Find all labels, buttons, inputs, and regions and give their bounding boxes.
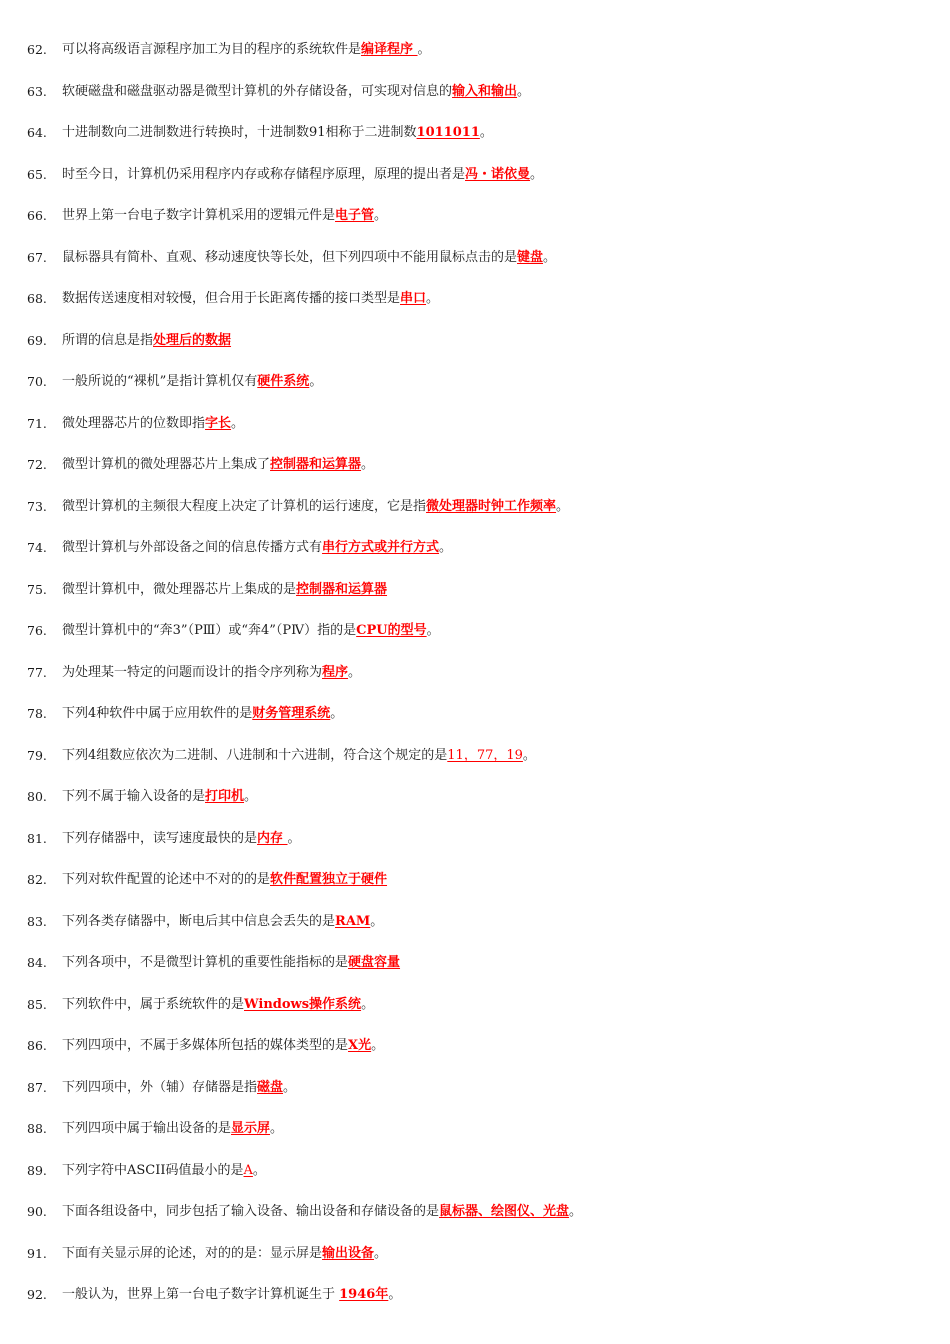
question-punctuation: 。 — [361, 996, 375, 1012]
question-stem: 为处理某一特定的问题而设计的指令序列称为 — [62, 664, 323, 680]
question-text — [62, 1032, 384, 1060]
question-stem: 下列四项中属于输出设备的是 — [62, 1121, 232, 1136]
question-item — [0, 949, 950, 991]
question-stem: 下面有关显示屏的论述，对的的是：显示屏是 — [62, 1245, 323, 1261]
answer-text: 1946年 — [339, 1287, 389, 1302]
answer-text: 电子管 — [335, 208, 375, 223]
question-item — [0, 1281, 950, 1323]
answer-text: 输出设备 — [322, 1245, 375, 1261]
question-item — [0, 1032, 950, 1074]
question-number: 84. — [27, 955, 47, 970]
question-punctuation: 。 — [374, 208, 388, 223]
question-item — [0, 617, 950, 659]
question-punctuation: 。 — [309, 374, 323, 389]
question-number: 79. — [27, 747, 47, 763]
question-punctuation: 。 — [556, 498, 570, 514]
question-number: 68. — [27, 291, 47, 306]
question-number: 83. — [27, 913, 47, 929]
answer-text: 硬件系统 — [257, 374, 310, 389]
question-number: 62. — [27, 42, 47, 57]
question-text — [62, 493, 569, 521]
question-number: 81. — [27, 830, 47, 846]
question-stem: 世界上第一台电子数字计算机采用的逻辑元件是 — [62, 208, 336, 223]
question-punctuation: 。 — [543, 249, 557, 265]
question-stem: 下列各类存储器中，断电后其中信息会丢失的是 — [62, 913, 336, 929]
question-punctuation: 。 — [517, 83, 531, 99]
answer-text: 控制器和运算器 — [296, 581, 388, 597]
question-item — [0, 78, 950, 120]
question-text — [62, 659, 361, 687]
question-number: 73. — [27, 498, 47, 514]
question-stem: 下列4种软件中属于应用软件的是 — [62, 706, 253, 721]
question-text — [62, 1281, 401, 1309]
answer-text: Windows操作系统 — [244, 996, 362, 1012]
question-punctuation: 。 — [361, 457, 375, 472]
question-number: 63. — [27, 83, 47, 99]
answer-text: RAM — [335, 913, 371, 929]
question-punctuation: 。 — [439, 540, 453, 555]
answer-text: 程序 — [322, 664, 349, 680]
question-punctuation: 。 — [522, 747, 536, 763]
question-text — [62, 1240, 387, 1268]
question-item — [0, 493, 950, 535]
question-punctuation: 。 — [371, 1038, 385, 1053]
question-stem: 下列四项中，外（辅）存储器是指 — [62, 1079, 258, 1095]
question-list — [0, 36, 950, 1323]
question-stem: 可以将高级语言源程序加工为目的程序的系统软件是 — [62, 42, 362, 57]
answer-text: 冯・诺依曼 — [465, 166, 531, 182]
question-punctuation: 。 — [569, 1204, 583, 1219]
question-punctuation: 。 — [283, 1079, 297, 1095]
answer-text: 字长 — [205, 415, 232, 431]
question-number: 77. — [27, 664, 47, 680]
answer-text: CPU的型号 — [356, 623, 427, 638]
question-text — [62, 410, 244, 438]
question-number: 87. — [27, 1079, 47, 1095]
question-punctuation: 。 — [530, 166, 544, 182]
question-stem: 下列不属于输入设备的是 — [62, 789, 206, 804]
question-stem: 微型计算机中，微处理器芯片上集成的是 — [62, 581, 297, 597]
question-punctuation: 。 — [417, 42, 431, 57]
question-number: 80. — [27, 789, 47, 804]
question-number: 90. — [27, 1204, 47, 1219]
question-number: 86. — [27, 1038, 47, 1053]
question-punctuation: 。 — [244, 789, 258, 804]
question-item — [0, 866, 950, 908]
question-text — [62, 78, 530, 106]
question-text — [62, 825, 301, 853]
question-text — [62, 700, 343, 728]
answer-text: 软件配置独立于硬件 — [270, 872, 388, 887]
answer-text: 串行方式或并行方式 — [322, 540, 440, 555]
question-stem: 软硬磁盘和磁盘驱动器是微型计算机的外存储设备，可实现对信息的 — [62, 83, 453, 99]
answer-text: 鼠标器、绘图仪、光盘 — [439, 1204, 570, 1219]
answer-text: 控制器和运算器 — [270, 457, 362, 472]
question-punctuation: 。 — [374, 1245, 388, 1261]
question-text — [62, 368, 322, 396]
question-stem: 鼠标器具有简朴、直观、移动速度快等长处，但下列四项中不能用鼠标点击的是 — [62, 249, 518, 265]
answer-text: 财务管理系统 — [252, 706, 331, 721]
question-punctuation: 。 — [287, 830, 301, 846]
question-text — [62, 908, 383, 936]
answer-text: 编译程序 — [361, 42, 418, 57]
question-item — [0, 783, 950, 825]
question-stem: 微型计算机的主频很大程度上决定了计算机的运行速度，它是指 — [62, 498, 427, 514]
question-item — [0, 1240, 950, 1282]
answer-text: 串口 — [400, 291, 427, 306]
question-number: 74. — [27, 540, 47, 555]
question-text — [62, 534, 452, 562]
question-punctuation: 。 — [252, 1162, 266, 1178]
question-text — [62, 285, 439, 313]
question-item — [0, 1198, 950, 1240]
answer-text: 硬盘容量 — [348, 955, 401, 970]
question-text — [62, 119, 493, 147]
question-number: 76. — [27, 623, 47, 638]
answer-text: 内存 — [257, 830, 288, 846]
question-punctuation: 。 — [479, 125, 493, 140]
question-item — [0, 327, 950, 369]
question-text — [62, 36, 431, 64]
question-punctuation: 。 — [388, 1287, 402, 1302]
question-punctuation: 。 — [426, 291, 440, 306]
question-item — [0, 36, 950, 78]
question-text — [62, 866, 387, 894]
question-text — [62, 949, 400, 977]
question-text — [62, 991, 374, 1019]
question-stem: 下列四项中，不属于多媒体所包括的媒体类型的是 — [62, 1038, 349, 1053]
question-number: 78. — [27, 706, 47, 721]
question-stem: 微型计算机中的“奔3”（PⅢ）或“奔4”（PⅣ）指的是 — [62, 623, 357, 638]
question-text — [62, 161, 543, 189]
question-stem: 下面各组设备中，同步包括了输入设备、输出设备和存储设备的是 — [62, 1204, 440, 1219]
question-stem: 下列软件中，属于系统软件的是 — [62, 996, 245, 1012]
question-text — [62, 1198, 582, 1226]
question-item — [0, 908, 950, 950]
question-number: 64. — [27, 125, 47, 140]
question-text — [62, 783, 257, 811]
question-number: 92. — [27, 1287, 47, 1302]
answer-text: 磁盘 — [257, 1079, 284, 1095]
question-punctuation: 。 — [330, 706, 344, 721]
question-number: 82. — [27, 872, 47, 887]
question-number: 85. — [27, 996, 47, 1012]
answer-text: 打印机 — [205, 789, 245, 804]
question-item — [0, 991, 950, 1033]
question-item — [0, 659, 950, 701]
question-number: 71. — [27, 415, 47, 431]
question-number: 65. — [27, 166, 47, 182]
question-stem: 下列各项中，不是微型计算机的重要性能指标的是 — [62, 955, 349, 970]
question-text — [62, 1074, 296, 1102]
question-stem: 所谓的信息是指 — [62, 332, 154, 348]
answer-text: 输入和输出 — [452, 83, 518, 99]
question-item — [0, 1074, 950, 1116]
question-item — [0, 368, 950, 410]
question-stem: 时至今日，计算机仍采用程序内存或称存储程序原理，原理的提出者是 — [62, 166, 466, 182]
question-punctuation: 。 — [426, 623, 440, 638]
question-number: 89. — [27, 1162, 47, 1178]
question-item — [0, 1115, 950, 1157]
question-item — [0, 700, 950, 742]
question-punctuation: 。 — [270, 1121, 284, 1136]
question-text — [62, 202, 387, 230]
question-text — [62, 576, 387, 604]
answer-text: A — [243, 1162, 253, 1178]
question-item — [0, 1157, 950, 1199]
question-punctuation: 。 — [370, 913, 384, 929]
question-punctuation: 。 — [231, 415, 245, 431]
answer-text: 11，77，19 — [447, 747, 523, 763]
answer-text: 显示屏 — [231, 1121, 271, 1136]
question-item — [0, 285, 950, 327]
question-item — [0, 825, 950, 867]
question-text — [62, 1157, 266, 1185]
question-stem: 微型计算机的微处理器芯片上集成了 — [62, 457, 271, 472]
question-item — [0, 534, 950, 576]
question-text — [62, 617, 440, 645]
question-number: 91. — [27, 1245, 47, 1261]
question-stem: 十进制数向二进制数进行转换时，十进制数91相称于二进制数 — [62, 125, 417, 140]
question-stem: 下列对软件配置的论述中不对的的是 — [62, 872, 271, 887]
question-text — [62, 451, 374, 479]
question-punctuation: 。 — [348, 664, 362, 680]
question-number: 88. — [27, 1121, 47, 1136]
question-text — [62, 1115, 283, 1143]
question-stem: 数据传送速度相对较慢，但合用于长距离传播的接口类型是 — [62, 291, 401, 306]
question-number: 69. — [27, 332, 47, 348]
question-item — [0, 244, 950, 286]
question-stem: 一般所说的“裸机”是指计算机仅有 — [62, 374, 258, 389]
question-number: 70. — [27, 374, 47, 389]
question-stem: 下列存储器中，读写速度最快的是 — [62, 830, 258, 846]
question-item — [0, 410, 950, 452]
question-item — [0, 119, 950, 161]
answer-text: 处理后的数据 — [153, 332, 232, 348]
question-number: 67. — [27, 249, 47, 265]
question-stem: 一般认为，世界上第一台电子数字计算机诞生于 — [62, 1287, 340, 1302]
question-item — [0, 161, 950, 203]
question-item — [0, 576, 950, 618]
question-number: 75. — [27, 581, 47, 597]
answer-text: 微处理器时钟工作频率 — [426, 498, 557, 514]
question-text — [62, 327, 231, 355]
question-stem: 下列字符中ASCII码值最小的是 — [62, 1162, 244, 1178]
question-stem: 微处理器芯片的位数即指 — [62, 415, 206, 431]
question-item — [0, 451, 950, 493]
answer-text: 1011011 — [416, 125, 480, 140]
question-number: 72. — [27, 457, 47, 472]
question-stem: 下列4组数应依次为二进制、八进制和十六进制，符合这个规定的是 — [62, 747, 448, 763]
question-stem: 微型计算机与外部设备之间的信息传播方式有 — [62, 540, 323, 555]
question-text — [62, 742, 536, 770]
question-text — [62, 244, 556, 272]
question-item — [0, 202, 950, 244]
question-number: 66. — [27, 208, 47, 223]
answer-text: 键盘 — [517, 249, 544, 265]
answer-text: X光 — [348, 1038, 372, 1053]
question-item — [0, 742, 950, 784]
